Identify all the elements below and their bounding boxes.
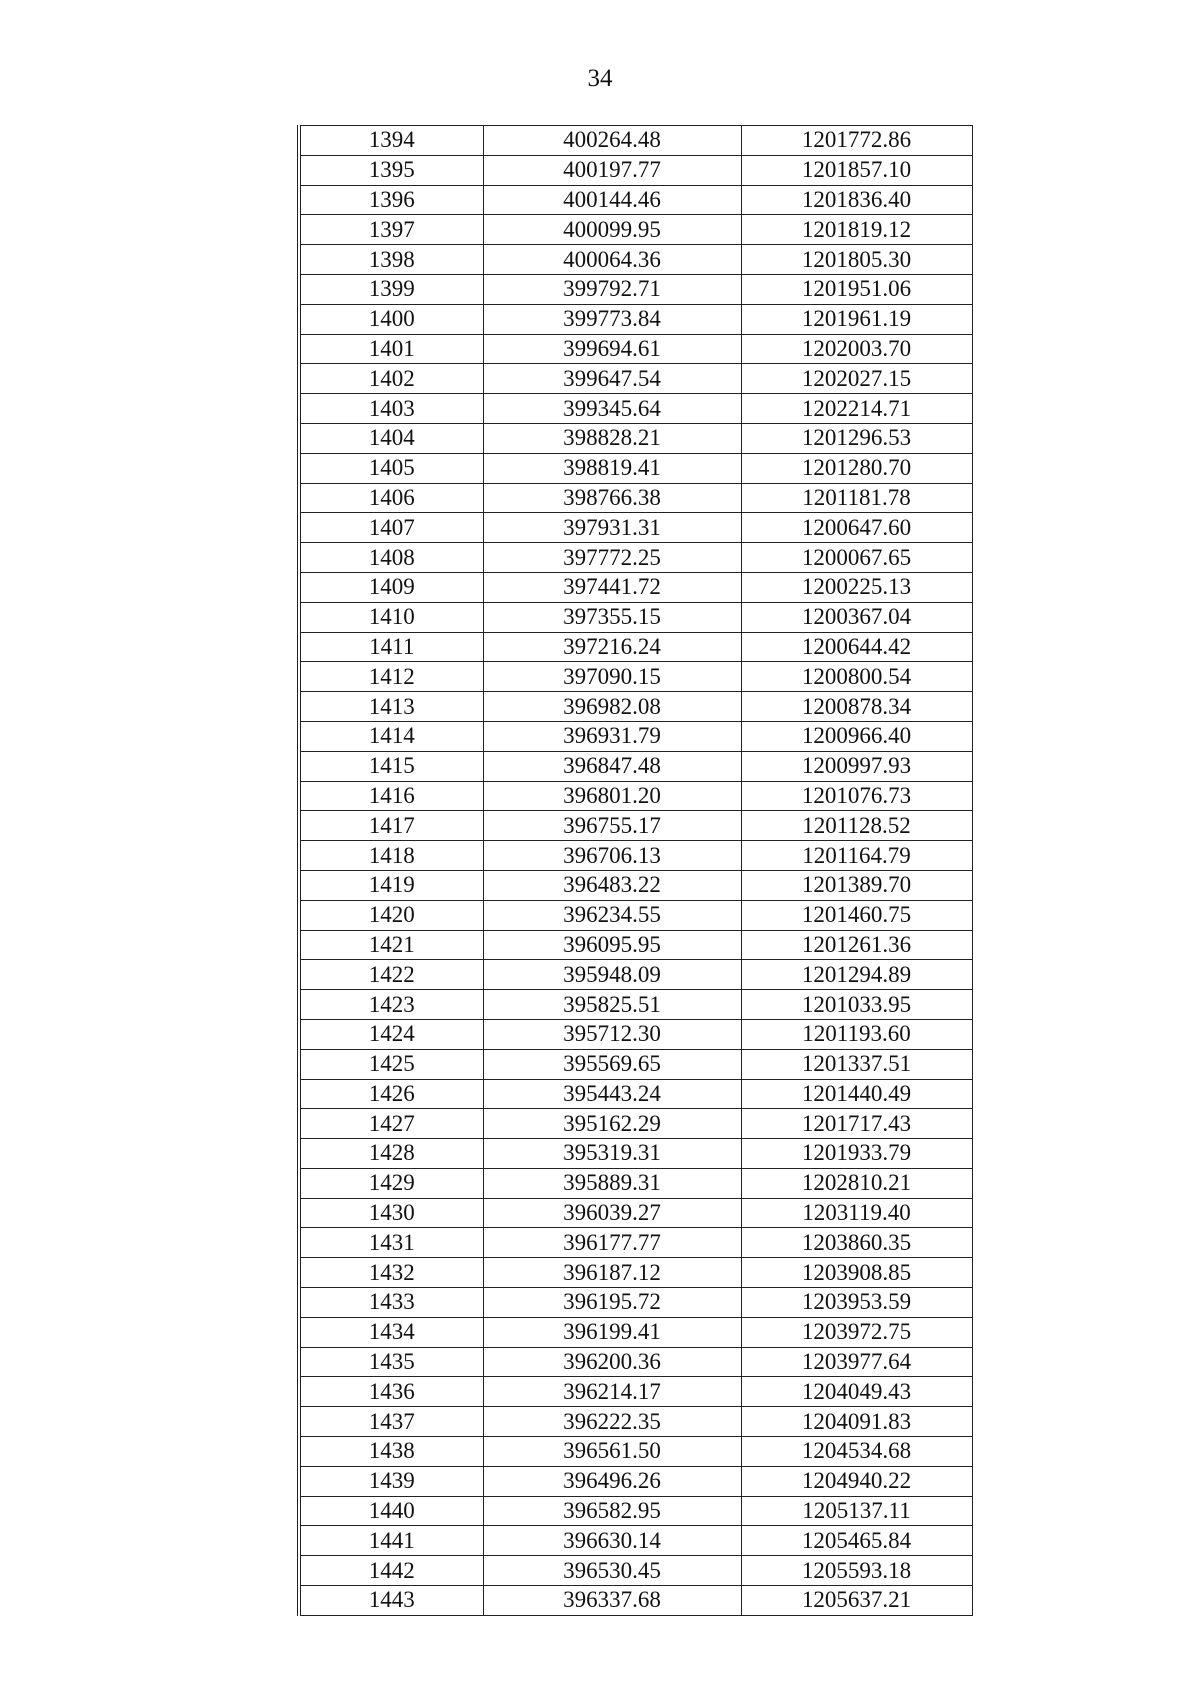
point-number-cell: 1435 xyxy=(299,1347,483,1377)
table-row xyxy=(299,1228,972,1258)
y-coordinate-cell: 1201164.79 xyxy=(741,841,972,871)
x-coordinate-cell: 397772.25 xyxy=(483,543,741,573)
x-coordinate-cell: 396214.17 xyxy=(483,1377,741,1407)
point-number-cell: 1423 xyxy=(299,990,483,1020)
table-row xyxy=(299,543,972,573)
y-coordinate-cell: 1201128.52 xyxy=(741,811,972,841)
point-number-cell: 1416 xyxy=(299,781,483,811)
table-row xyxy=(299,692,972,722)
table-row xyxy=(299,1496,972,1526)
table-row xyxy=(299,394,972,424)
table-row xyxy=(299,1019,972,1049)
y-coordinate-cell: 1201033.95 xyxy=(741,990,972,1020)
point-number-cell: 1394 xyxy=(299,126,483,156)
y-coordinate-cell: 1203860.35 xyxy=(741,1228,972,1258)
x-coordinate-cell: 397441.72 xyxy=(483,572,741,602)
y-coordinate-cell: 1201337.51 xyxy=(741,1049,972,1079)
table-row xyxy=(299,721,972,751)
x-coordinate-cell: 395162.29 xyxy=(483,1109,741,1139)
point-number-cell: 1441 xyxy=(299,1526,483,1556)
table-row xyxy=(299,1258,972,1288)
point-number-cell: 1422 xyxy=(299,960,483,990)
table-row xyxy=(299,990,972,1020)
x-coordinate-cell: 396234.55 xyxy=(483,900,741,930)
y-coordinate-cell: 1201440.49 xyxy=(741,1079,972,1109)
table-row xyxy=(299,155,972,185)
table-row xyxy=(299,364,972,394)
table-row xyxy=(299,1377,972,1407)
y-coordinate-cell: 1201819.12 xyxy=(741,215,972,245)
table-row xyxy=(299,513,972,543)
y-coordinate-cell: 1204940.22 xyxy=(741,1466,972,1496)
y-coordinate-cell: 1201951.06 xyxy=(741,274,972,304)
table-row xyxy=(299,334,972,364)
y-coordinate-cell: 1203908.85 xyxy=(741,1258,972,1288)
x-coordinate-cell: 396337.68 xyxy=(483,1586,741,1616)
point-number-cell: 1415 xyxy=(299,751,483,781)
x-coordinate-cell: 396222.35 xyxy=(483,1407,741,1437)
y-coordinate-cell: 1205465.84 xyxy=(741,1526,972,1556)
point-number-cell: 1412 xyxy=(299,662,483,692)
y-coordinate-cell: 1200966.40 xyxy=(741,721,972,751)
point-number-cell: 1404 xyxy=(299,423,483,453)
point-number-cell: 1426 xyxy=(299,1079,483,1109)
x-coordinate-cell: 399694.61 xyxy=(483,334,741,364)
point-number-cell: 1398 xyxy=(299,245,483,275)
table-row xyxy=(299,1407,972,1437)
y-coordinate-cell: 1200644.42 xyxy=(741,632,972,662)
x-coordinate-cell: 396095.95 xyxy=(483,930,741,960)
table-row xyxy=(299,1288,972,1318)
x-coordinate-cell: 396199.41 xyxy=(483,1317,741,1347)
point-number-cell: 1409 xyxy=(299,572,483,602)
table-row xyxy=(299,1466,972,1496)
page-number: 34 xyxy=(587,65,613,92)
point-number-cell: 1439 xyxy=(299,1466,483,1496)
x-coordinate-cell: 400197.77 xyxy=(483,155,741,185)
point-number-cell: 1434 xyxy=(299,1317,483,1347)
point-number-cell: 1396 xyxy=(299,185,483,215)
x-coordinate-cell: 400064.36 xyxy=(483,245,741,275)
x-coordinate-cell: 397216.24 xyxy=(483,632,741,662)
y-coordinate-cell: 1200800.54 xyxy=(741,662,972,692)
table-row xyxy=(299,423,972,453)
x-coordinate-cell: 396755.17 xyxy=(483,811,741,841)
y-coordinate-cell: 1205137.11 xyxy=(741,1496,972,1526)
y-coordinate-cell: 1204049.43 xyxy=(741,1377,972,1407)
x-coordinate-cell: 395889.31 xyxy=(483,1168,741,1198)
y-coordinate-cell: 1205593.18 xyxy=(741,1556,972,1586)
y-coordinate-cell: 1204534.68 xyxy=(741,1437,972,1467)
x-coordinate-cell: 399792.71 xyxy=(483,274,741,304)
table-row xyxy=(299,453,972,483)
table-row xyxy=(299,632,972,662)
y-coordinate-cell: 1203953.59 xyxy=(741,1288,972,1318)
y-coordinate-cell: 1201857.10 xyxy=(741,155,972,185)
table-row xyxy=(299,1109,972,1139)
table-row xyxy=(299,960,972,990)
y-coordinate-cell: 1201933.79 xyxy=(741,1139,972,1169)
table-row xyxy=(299,245,972,275)
y-coordinate-cell: 1203119.40 xyxy=(741,1198,972,1228)
table-row xyxy=(299,1526,972,1556)
x-coordinate-cell: 395443.24 xyxy=(483,1079,741,1109)
table-row xyxy=(299,572,972,602)
y-coordinate-cell: 1200367.04 xyxy=(741,602,972,632)
x-coordinate-cell: 399647.54 xyxy=(483,364,741,394)
x-coordinate-cell: 395825.51 xyxy=(483,990,741,1020)
y-coordinate-cell: 1201772.86 xyxy=(741,126,972,156)
point-number-cell: 1414 xyxy=(299,721,483,751)
point-number-cell: 1424 xyxy=(299,1019,483,1049)
point-number-cell: 1442 xyxy=(299,1556,483,1586)
x-coordinate-cell: 396931.79 xyxy=(483,721,741,751)
x-coordinate-cell: 398766.38 xyxy=(483,483,741,513)
table-row xyxy=(299,215,972,245)
point-number-cell: 1420 xyxy=(299,900,483,930)
y-coordinate-cell: 1200997.93 xyxy=(741,751,972,781)
x-coordinate-cell: 396706.13 xyxy=(483,841,741,871)
point-number-cell: 1402 xyxy=(299,364,483,394)
point-number-cell: 1433 xyxy=(299,1288,483,1318)
point-number-cell: 1419 xyxy=(299,870,483,900)
point-number-cell: 1431 xyxy=(299,1228,483,1258)
x-coordinate-cell: 400144.46 xyxy=(483,185,741,215)
point-number-cell: 1407 xyxy=(299,513,483,543)
y-coordinate-cell: 1202810.21 xyxy=(741,1168,972,1198)
table-row xyxy=(299,602,972,632)
x-coordinate-cell: 396177.77 xyxy=(483,1228,741,1258)
point-number-cell: 1417 xyxy=(299,811,483,841)
table-row xyxy=(299,1079,972,1109)
table-row xyxy=(299,1139,972,1169)
point-number-cell: 1395 xyxy=(299,155,483,185)
x-coordinate-cell: 396483.22 xyxy=(483,870,741,900)
x-coordinate-cell: 396200.36 xyxy=(483,1347,741,1377)
y-coordinate-cell: 1201193.60 xyxy=(741,1019,972,1049)
y-coordinate-cell: 1202214.71 xyxy=(741,394,972,424)
point-number-cell: 1437 xyxy=(299,1407,483,1437)
point-number-cell: 1413 xyxy=(299,692,483,722)
point-number-cell: 1399 xyxy=(299,274,483,304)
x-coordinate-cell: 397090.15 xyxy=(483,662,741,692)
y-coordinate-cell: 1201460.75 xyxy=(741,900,972,930)
x-coordinate-cell: 395712.30 xyxy=(483,1019,741,1049)
y-coordinate-cell: 1200225.13 xyxy=(741,572,972,602)
x-coordinate-cell: 399773.84 xyxy=(483,304,741,334)
x-coordinate-cell: 399345.64 xyxy=(483,394,741,424)
y-coordinate-cell: 1202003.70 xyxy=(741,334,972,364)
point-number-cell: 1410 xyxy=(299,602,483,632)
table-row xyxy=(299,1556,972,1586)
y-coordinate-cell: 1204091.83 xyxy=(741,1407,972,1437)
point-number-cell: 1438 xyxy=(299,1437,483,1467)
point-number-cell: 1400 xyxy=(299,304,483,334)
y-coordinate-cell: 1201389.70 xyxy=(741,870,972,900)
x-coordinate-cell: 398828.21 xyxy=(483,423,741,453)
y-coordinate-cell: 1201294.89 xyxy=(741,960,972,990)
y-coordinate-cell: 1202027.15 xyxy=(741,364,972,394)
table-row xyxy=(299,126,972,156)
table-row xyxy=(299,185,972,215)
table-row xyxy=(299,781,972,811)
table-row xyxy=(299,304,972,334)
x-coordinate-cell: 397931.31 xyxy=(483,513,741,543)
x-coordinate-cell: 396187.12 xyxy=(483,1258,741,1288)
x-coordinate-cell: 395569.65 xyxy=(483,1049,741,1079)
point-number-cell: 1397 xyxy=(299,215,483,245)
x-coordinate-cell: 398819.41 xyxy=(483,453,741,483)
x-coordinate-cell: 396039.27 xyxy=(483,1198,741,1228)
x-coordinate-cell: 396982.08 xyxy=(483,692,741,722)
point-number-cell: 1418 xyxy=(299,841,483,871)
x-coordinate-cell: 396801.20 xyxy=(483,781,741,811)
y-coordinate-cell: 1201805.30 xyxy=(741,245,972,275)
table-row xyxy=(299,751,972,781)
point-number-cell: 1408 xyxy=(299,543,483,573)
y-coordinate-cell: 1201717.43 xyxy=(741,1109,972,1139)
table-row xyxy=(299,930,972,960)
table-row xyxy=(299,274,972,304)
x-coordinate-cell: 395319.31 xyxy=(483,1139,741,1169)
y-coordinate-cell: 1201836.40 xyxy=(741,185,972,215)
y-coordinate-cell: 1201181.78 xyxy=(741,483,972,513)
y-coordinate-cell: 1200067.65 xyxy=(741,543,972,573)
y-coordinate-cell: 1203972.75 xyxy=(741,1317,972,1347)
y-coordinate-cell: 1201280.70 xyxy=(741,453,972,483)
table-row xyxy=(299,900,972,930)
point-number-cell: 1427 xyxy=(299,1109,483,1139)
coordinate-table xyxy=(297,125,973,1616)
x-coordinate-cell: 396195.72 xyxy=(483,1288,741,1318)
table-row xyxy=(299,1049,972,1079)
y-coordinate-cell: 1201296.53 xyxy=(741,423,972,453)
point-number-cell: 1421 xyxy=(299,930,483,960)
y-coordinate-cell: 1205637.21 xyxy=(741,1586,972,1616)
point-number-cell: 1403 xyxy=(299,394,483,424)
table-row xyxy=(299,870,972,900)
table-row xyxy=(299,1198,972,1228)
x-coordinate-cell: 396847.48 xyxy=(483,751,741,781)
table-row xyxy=(299,1168,972,1198)
table-row xyxy=(299,483,972,513)
x-coordinate-cell: 396530.45 xyxy=(483,1556,741,1586)
table-row xyxy=(299,662,972,692)
point-number-cell: 1432 xyxy=(299,1258,483,1288)
table-row xyxy=(299,811,972,841)
x-coordinate-cell: 395948.09 xyxy=(483,960,741,990)
point-number-cell: 1428 xyxy=(299,1139,483,1169)
y-coordinate-cell: 1200878.34 xyxy=(741,692,972,722)
y-coordinate-cell: 1201961.19 xyxy=(741,304,972,334)
point-number-cell: 1411 xyxy=(299,632,483,662)
x-coordinate-cell: 400264.48 xyxy=(483,126,741,156)
table-row xyxy=(299,1347,972,1377)
x-coordinate-cell: 400099.95 xyxy=(483,215,741,245)
x-coordinate-cell: 396630.14 xyxy=(483,1526,741,1556)
x-coordinate-cell: 396561.50 xyxy=(483,1437,741,1467)
x-coordinate-cell: 396496.26 xyxy=(483,1466,741,1496)
point-number-cell: 1440 xyxy=(299,1496,483,1526)
table-row xyxy=(299,1317,972,1347)
x-coordinate-cell: 396582.95 xyxy=(483,1496,741,1526)
y-coordinate-cell: 1203977.64 xyxy=(741,1347,972,1377)
y-coordinate-cell: 1200647.60 xyxy=(741,513,972,543)
point-number-cell: 1401 xyxy=(299,334,483,364)
point-number-cell: 1406 xyxy=(299,483,483,513)
point-number-cell: 1430 xyxy=(299,1198,483,1228)
point-number-cell: 1429 xyxy=(299,1168,483,1198)
y-coordinate-cell: 1201076.73 xyxy=(741,781,972,811)
table-row xyxy=(299,1437,972,1467)
point-number-cell: 1425 xyxy=(299,1049,483,1079)
point-number-cell: 1443 xyxy=(299,1586,483,1616)
y-coordinate-cell: 1201261.36 xyxy=(741,930,972,960)
table-row xyxy=(299,841,972,871)
coordinate-table-body xyxy=(299,126,972,1616)
point-number-cell: 1405 xyxy=(299,453,483,483)
table-row xyxy=(299,1586,972,1616)
point-number-cell: 1436 xyxy=(299,1377,483,1407)
x-coordinate-cell: 397355.15 xyxy=(483,602,741,632)
